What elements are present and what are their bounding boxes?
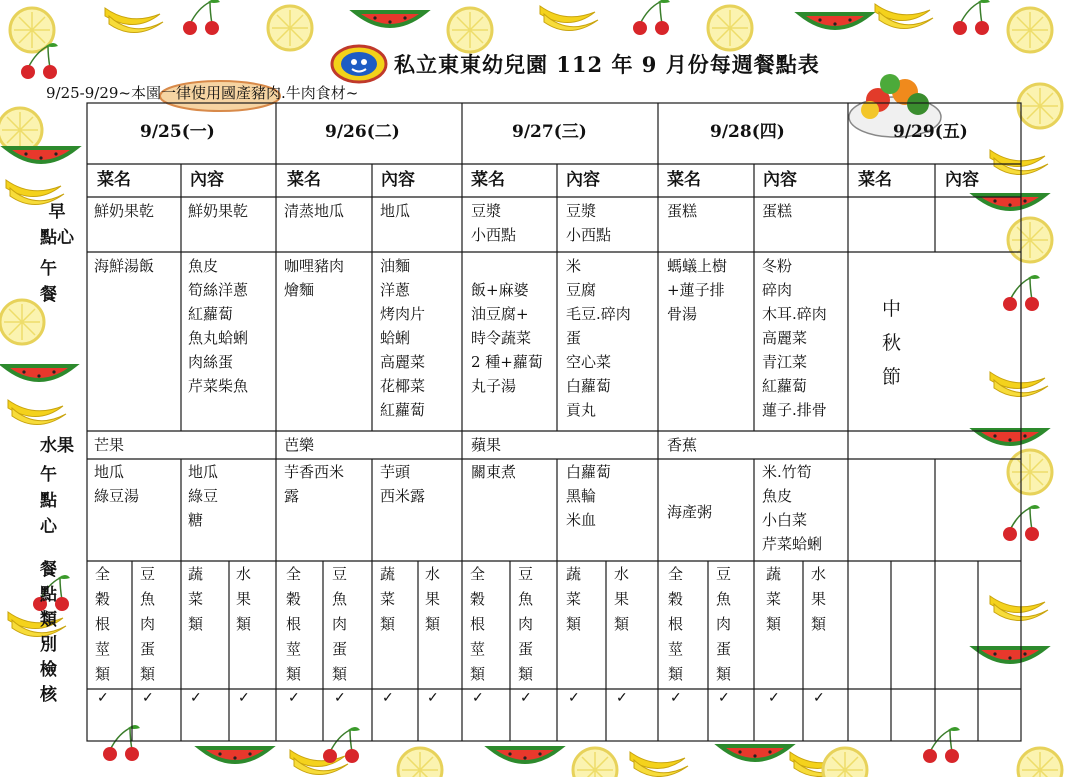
food-group-label: 豆 魚 肉 蛋 類 bbox=[332, 565, 348, 683]
food-group-label: 水 果 類 bbox=[614, 565, 630, 633]
food-group-label: 水 果 類 bbox=[811, 565, 827, 633]
lunch-wed-name: 飯+麻婆 油豆腐+ 時令蔬菜 2 種+蘿蔔 丸子湯 bbox=[471, 281, 543, 395]
food-group-label: 全 穀 根 莖 類 bbox=[286, 565, 302, 683]
breakfast-tue-content: 地瓜 bbox=[380, 202, 411, 220]
day-header-tue: 9/26(二) bbox=[325, 122, 400, 142]
check-mark: ✓ bbox=[427, 690, 439, 706]
subtitle-note: 9/25-9/29~本園一律使用國產豬肉.牛肉食材~ bbox=[46, 84, 359, 102]
row-label-lunch: 午 餐 bbox=[40, 259, 57, 305]
check-mark: ✓ bbox=[142, 690, 154, 706]
check-mark: ✓ bbox=[288, 690, 300, 706]
check-mark: ✓ bbox=[616, 690, 628, 706]
food-group-label: 蔬 菜 類 bbox=[188, 565, 204, 633]
breakfast-mon-name: 鮮奶果乾 bbox=[94, 202, 155, 220]
subheader-name: 菜名 bbox=[667, 170, 701, 190]
subheader-name: 菜名 bbox=[287, 170, 321, 190]
subheader-name: 菜名 bbox=[858, 170, 892, 190]
check-mark: ✓ bbox=[718, 690, 730, 706]
check-mark: ✓ bbox=[670, 690, 682, 706]
check-mark: ✓ bbox=[472, 690, 484, 706]
school-emblem-icon bbox=[330, 44, 388, 84]
fruit-tue: 芭樂 bbox=[284, 436, 315, 454]
fruit-wed: 蘋果 bbox=[471, 436, 502, 454]
lunch-tue-name: 咖哩豬肉 燴麵 bbox=[284, 257, 345, 299]
day-header-fri: 9/29(五) bbox=[893, 122, 968, 142]
day-header-wed: 9/27(三) bbox=[512, 122, 587, 142]
row-label-food-group-check: 餐 點 類 別 檢 核 bbox=[40, 560, 57, 705]
food-group-label: 豆 魚 肉 蛋 類 bbox=[716, 565, 732, 683]
food-group-label: 蔬 菜 類 bbox=[380, 565, 396, 633]
row-label-afternoon-snack: 午 點 心 bbox=[40, 465, 57, 537]
lunch-tue-content: 油麵 洋蔥 烤肉片 蛤蜊 高麗菜 花椰菜 紅蘿蔔 bbox=[380, 257, 426, 419]
check-mark: ✓ bbox=[238, 690, 250, 706]
food-group-label: 蔬 菜 類 bbox=[766, 565, 782, 633]
check-mark: ✓ bbox=[382, 690, 394, 706]
fruit-mon: 芒果 bbox=[94, 436, 125, 454]
food-group-label: 全 穀 根 莖 類 bbox=[668, 565, 684, 683]
lunch-thu-content: 冬粉 碎肉 木耳.碎肉 高麗菜 青江菜 紅蘿蔔 蓮子.排骨 bbox=[762, 257, 827, 419]
afternoon-tue-name: 芋香西米 露 bbox=[284, 463, 345, 505]
breakfast-thu-content: 蛋糕 bbox=[762, 202, 793, 220]
check-mark: ✓ bbox=[97, 690, 109, 706]
food-group-label: 全 穀 根 莖 類 bbox=[470, 565, 486, 683]
afternoon-thu-content: 米.竹筍 魚皮 小白菜 芹菜蛤蜊 bbox=[762, 463, 823, 553]
check-mark: ✓ bbox=[813, 690, 825, 706]
fruit-thu: 香蕉 bbox=[667, 436, 698, 454]
afternoon-mon-name: 地瓜 綠豆湯 bbox=[94, 463, 140, 505]
food-group-label: 豆 魚 肉 蛋 類 bbox=[518, 565, 534, 683]
subheader-name: 菜名 bbox=[97, 170, 131, 190]
food-group-label: 全 穀 根 莖 類 bbox=[95, 565, 111, 683]
check-mark: ✓ bbox=[334, 690, 346, 706]
subheader-content: 內容 bbox=[190, 170, 224, 190]
check-mark: ✓ bbox=[568, 690, 580, 706]
afternoon-tue-content: 芋頭 西米露 bbox=[380, 463, 426, 505]
check-mark: ✓ bbox=[520, 690, 532, 706]
afternoon-wed-content: 白蘿蔔 黑輪 米血 bbox=[566, 463, 612, 529]
subheader-content: 內容 bbox=[566, 170, 600, 190]
breakfast-mon-content: 鮮奶果乾 bbox=[188, 202, 249, 220]
breakfast-tue-name: 清蒸地瓜 bbox=[284, 202, 345, 220]
check-mark: ✓ bbox=[768, 690, 780, 706]
breakfast-wed-content: 豆漿 小西點 bbox=[566, 202, 612, 244]
food-group-label: 蔬 菜 類 bbox=[566, 565, 582, 633]
subheader-content: 內容 bbox=[763, 170, 797, 190]
subheader-content: 內容 bbox=[381, 170, 415, 190]
row-label-fruit: 水果 bbox=[40, 436, 74, 456]
food-group-label: 豆 魚 肉 蛋 類 bbox=[140, 565, 156, 683]
subheader-name: 菜名 bbox=[471, 170, 505, 190]
subheader-content: 內容 bbox=[945, 170, 979, 190]
row-label-breakfast: 早 點心 bbox=[40, 202, 74, 248]
afternoon-wed-name: 關東煮 bbox=[471, 463, 517, 481]
page-title: 私立東東幼兒園 112 年 9 月份每週餐點表 bbox=[394, 52, 820, 77]
food-group-label: 水 果 類 bbox=[425, 565, 441, 633]
lunch-mon-name: 海鮮湯飯 bbox=[94, 257, 155, 275]
afternoon-thu-name: 海產粥 bbox=[667, 503, 713, 521]
lunch-mon-content: 魚皮 筍絲洋蔥 紅蘿蔔 魚丸蛤蜊 肉絲蛋 芹菜柴魚 bbox=[188, 257, 249, 395]
holiday-mid-autumn: 中 秋 節 bbox=[882, 298, 902, 388]
food-group-label: 水 果 類 bbox=[236, 565, 252, 633]
check-mark: ✓ bbox=[190, 690, 202, 706]
lunch-wed-content: 米 豆腐 毛豆.碎肉 蛋 空心菜 白蘿蔔 貢丸 bbox=[566, 257, 631, 419]
breakfast-thu-name: 蛋糕 bbox=[667, 202, 698, 220]
page-header bbox=[330, 44, 820, 84]
day-header-mon: 9/25(一) bbox=[140, 122, 215, 142]
breakfast-wed-name: 豆漿 小西點 bbox=[471, 202, 517, 244]
afternoon-mon-content: 地瓜 綠豆 糖 bbox=[188, 463, 219, 529]
day-header-thu: 9/28(四) bbox=[710, 122, 785, 142]
lunch-thu-name: 螞蟻上樹 +蓮子排 骨湯 bbox=[667, 257, 728, 323]
